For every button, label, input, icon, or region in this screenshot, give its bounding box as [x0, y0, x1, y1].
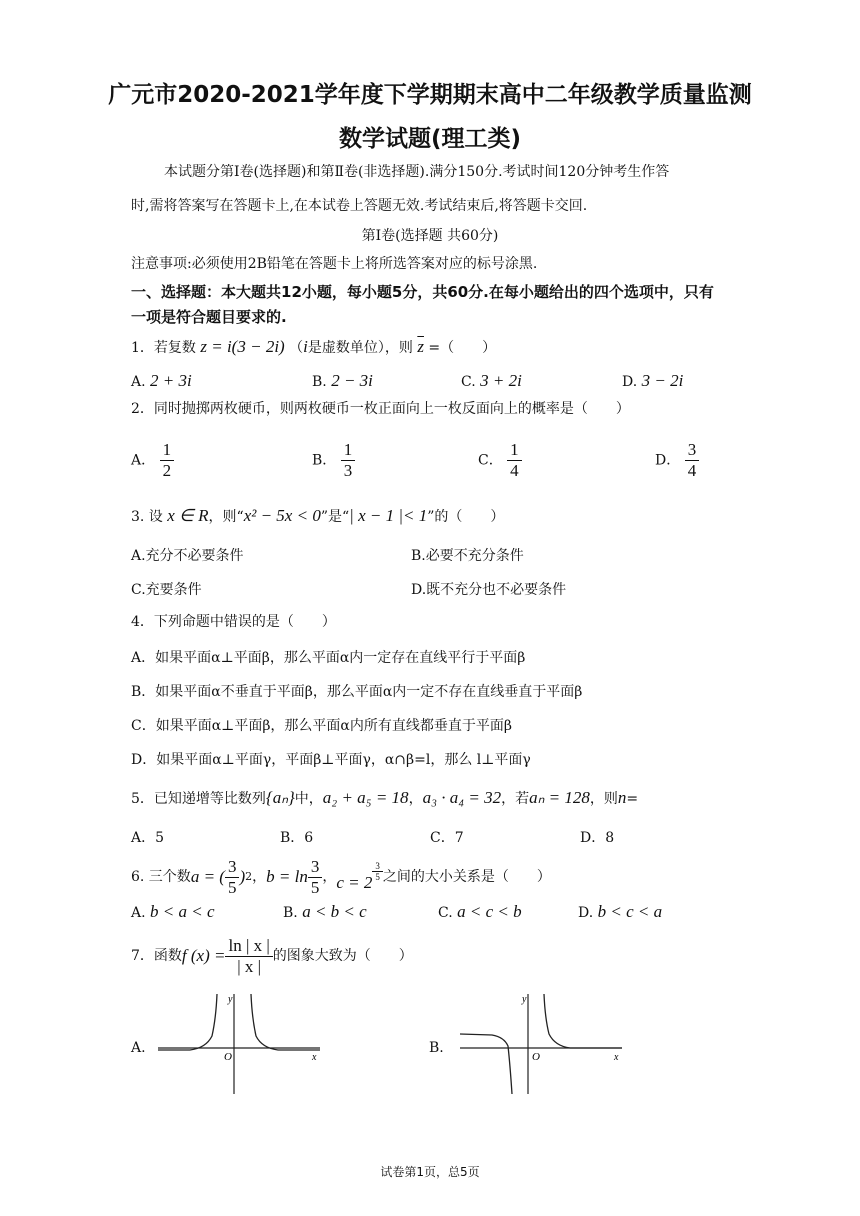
x-axis-label: x: [312, 1052, 317, 1063]
part-heading-line-2: 一项是符合题目要求的.: [131, 308, 287, 326]
q7-text-a: 7．函数: [131, 948, 182, 964]
origin-label: O: [532, 1051, 540, 1063]
option-letter: D.: [578, 905, 594, 921]
q5-sequence: {aₙ}: [265, 788, 295, 807]
q1-text-c: 是虚数单位），则: [307, 340, 413, 356]
exam-title: 广元市2020-2021学年度下学期期末高中二年级教学质量监测: [108, 82, 752, 108]
q2-option-b[interactable]: [312, 440, 355, 481]
q1-text-d: =（ ）: [428, 340, 497, 356]
q6-a-rhs: ): [239, 867, 246, 886]
q4-option-a[interactable]: A．如果平面α⊥平面β，那么平面α内一定存在直线平行于平面β: [131, 650, 526, 666]
option-letter: C.: [438, 905, 453, 921]
q5-equation-1: a₂ + a₅ = 18: [322, 788, 409, 807]
question-6-stem: [131, 855, 551, 899]
q7-option-a-label[interactable]: A.: [131, 1040, 146, 1056]
q6-option-a[interactable]: [131, 902, 215, 923]
q3-set-expr: x ∈ R: [167, 506, 209, 525]
q1-expression: z = i(3 − 2i): [200, 337, 285, 356]
q6-a-fraction: $\frac{3}{5}$: [225, 857, 240, 898]
q6-c-exponent: $\frac{3}{5}$: [372, 861, 383, 882]
q3-option-c[interactable]: C.充要条件: [131, 582, 202, 598]
option-value: 3 − 2i: [641, 371, 684, 390]
notice: 注意事项:必须使用2B铅笔在答题卡上将所选答案对应的标号涂黑.: [131, 256, 538, 272]
q7-text-b: 的图象大致为（ ）: [272, 948, 413, 964]
question-2-stem: 2．同时抛掷两枚硬币，则两枚硬币一枚正面向上一枚反面向上的概率是（ ）: [131, 401, 630, 417]
q3-text-c: ”是“: [320, 509, 350, 525]
q5-equation-3: aₙ = 128: [529, 788, 590, 807]
q6-separator: ，: [252, 869, 267, 885]
q5-option-d[interactable]: D．8: [580, 830, 615, 846]
q5-text-b: 中，: [294, 791, 323, 807]
q7-option-a-graph[interactable]: [150, 988, 330, 1098]
option-fraction: $\frac{1}{4}$: [507, 440, 522, 481]
q3-condition-1: x² − 5x < 0: [243, 506, 321, 525]
option-letter: C．: [478, 452, 503, 469]
q1-option-d[interactable]: [622, 371, 683, 392]
option-letter: D.: [622, 374, 638, 390]
q2-option-c[interactable]: [478, 440, 522, 481]
option-letter: A.: [131, 905, 146, 921]
q4-option-b[interactable]: B．如果平面α不垂直于平面β，那么平面α内一定不存在直线垂直于平面β: [131, 684, 583, 700]
q5-text-a: 5．已知递增等比数列: [131, 791, 266, 807]
q6-option-d[interactable]: [578, 902, 662, 923]
q6-separator: ，: [322, 869, 337, 885]
exam-subtitle: 数学试题(理工类): [338, 126, 522, 152]
q3-option-a[interactable]: A.充分不必要条件: [131, 548, 244, 564]
option-value: 2 + 3i: [150, 371, 192, 390]
option-letter: B.: [283, 905, 298, 921]
intro-line-2: 时,需将答案写在答题卡上,在本试卷上答题无效.考试结束后,将答题卡交回.: [131, 198, 588, 214]
curve-left: [158, 994, 217, 1050]
page-footer: 试卷第1页，总5页: [380, 1165, 480, 1179]
q5-text-d: ，若: [501, 791, 530, 807]
option-value: a < b < c: [302, 902, 367, 921]
question-7-stem: [131, 934, 413, 978]
q6-c-lhs: c = 2: [336, 873, 373, 892]
y-axis-label: y: [228, 994, 233, 1005]
q3-option-b[interactable]: B.必要不充分条件: [411, 548, 524, 564]
option-letter: B.: [312, 374, 327, 390]
y-axis-label: y: [522, 994, 527, 1005]
q5-n-variable: n: [617, 788, 627, 807]
option-value: 2 − 3i: [331, 371, 373, 390]
q3-text-a: 3. 设: [131, 509, 163, 525]
q5-option-b[interactable]: B．6: [280, 830, 314, 846]
question-4-stem: 4．下列命题中错误的是（ ）: [131, 614, 336, 630]
q6-a-lhs: a = (: [190, 867, 225, 886]
q5-text-c: ，: [408, 791, 423, 807]
q1-text-a: 1．若复数: [131, 340, 196, 356]
question-5-stem: [131, 788, 638, 809]
q6-option-c[interactable]: [438, 902, 522, 923]
q3-text-d: ”的（ ）: [427, 509, 505, 525]
q5-option-a[interactable]: A．5: [131, 830, 165, 846]
q1-option-c[interactable]: [461, 371, 522, 392]
q3-option-d[interactable]: D.既不充分也不必要条件: [411, 582, 567, 598]
q5-text-e: ，则: [589, 791, 618, 807]
intro-line-1: 本试题分第Ⅰ卷(选择题)和第Ⅱ卷(非选择题).满分150分.考试时间120分钟考生作答: [164, 164, 670, 180]
option-letter: C.: [461, 374, 476, 390]
x-axis-label: x: [614, 1052, 619, 1063]
curve-right: [544, 994, 622, 1048]
curve-left: [460, 1034, 512, 1094]
q7-option-b-label[interactable]: B.: [429, 1040, 444, 1056]
q4-option-d[interactable]: D．如果平面α⊥平面γ，平面β⊥平面γ，α∩β=l，那么 l⊥平面γ: [131, 752, 531, 768]
option-letter: D．: [655, 452, 681, 469]
q5-option-c[interactable]: C．7: [430, 830, 464, 846]
q6-option-b[interactable]: [283, 902, 367, 923]
q1-z-conjugate: $\overline{z}$: [417, 337, 424, 356]
section-heading: 第Ⅰ卷(选择题 共60分): [361, 228, 499, 244]
q5-text-f: =: [626, 791, 639, 807]
option-value: b < c < a: [597, 902, 663, 921]
q7-function-lhs: f (x) =: [181, 946, 226, 965]
q3-condition-2: | x − 1 |< 1: [349, 506, 428, 525]
q7-option-b-graph[interactable]: [452, 988, 632, 1098]
q2-option-a[interactable]: [131, 440, 174, 481]
origin-label: O: [224, 1051, 232, 1063]
option-value: b < a < c: [150, 902, 215, 921]
q6-a-exponent: 2: [245, 870, 253, 883]
option-fraction: $\frac{1}{3}$: [341, 440, 356, 481]
q6-b-lhs: b = ln: [266, 867, 308, 886]
option-letter: A.: [131, 374, 146, 390]
curve-right: [251, 994, 320, 1050]
option-fraction: $\frac{1}{2}$: [160, 440, 175, 481]
option-value: 3 + 2i: [480, 371, 522, 390]
q6-text-b: 之间的大小关系是（ ）: [382, 869, 551, 885]
q5-equation-2: a₃ · a₄ = 32: [422, 788, 502, 807]
option-value: a < c < b: [457, 902, 522, 921]
option-letter: A．: [131, 452, 156, 469]
option-fraction: $\frac{3}{4}$: [685, 440, 700, 481]
q6-b-fraction: $\frac{3}{5}$: [308, 857, 323, 898]
q1-text-b: （: [289, 340, 304, 356]
question-1-stem: [131, 337, 496, 358]
option-letter: B．: [312, 452, 337, 469]
q1-i-variable: i: [303, 337, 308, 356]
q2-option-d[interactable]: [655, 440, 699, 481]
q1-option-b[interactable]: [312, 371, 373, 392]
q3-text-b: ，则“: [208, 509, 244, 525]
q1-option-a[interactable]: [131, 371, 192, 392]
q7-function-fraction: $\frac{\ln | x |}{| x |}$: [225, 936, 272, 977]
q6-text-a: 6. 三个数: [131, 869, 191, 885]
q4-option-c[interactable]: C．如果平面α⊥平面β，那么平面α内所有直线都垂直于平面β: [131, 718, 512, 734]
question-3-stem: [131, 506, 504, 527]
part-heading-line-1: 一、选择题：本大题共12小题，每小题5分，共60分.在每小题给出的四个选项中，只有: [131, 283, 714, 301]
